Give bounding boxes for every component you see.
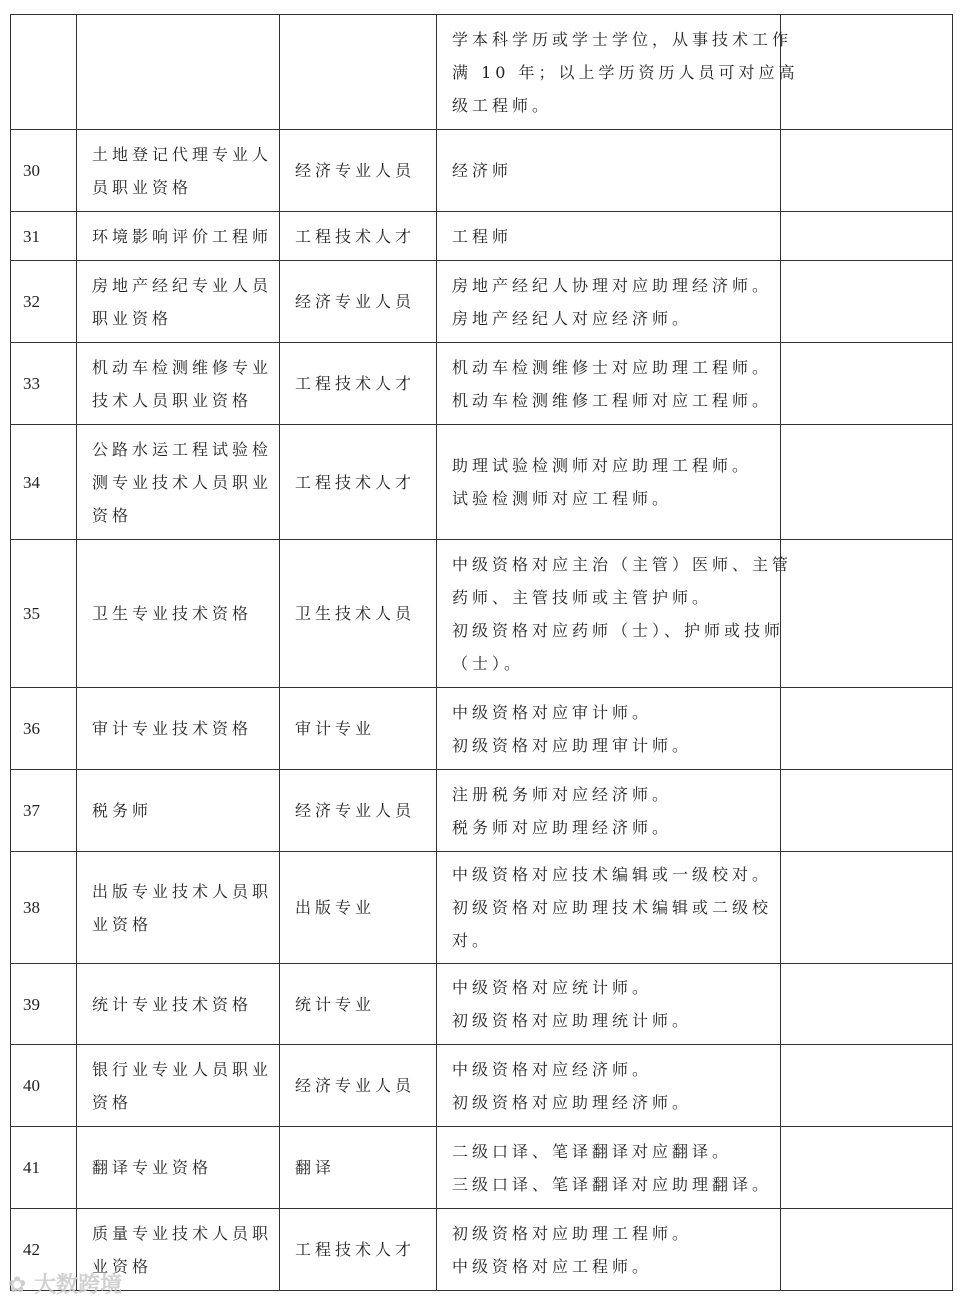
name-line: 资格 <box>92 505 133 525</box>
cell-remarks <box>781 852 953 964</box>
category-line: 经济专业人员 <box>295 292 416 311</box>
name-line: 出版专业技术人员职 <box>92 881 273 901</box>
mapping-line: 初级资格对应助理审计师。 <box>452 735 693 755</box>
row-number: 40 <box>11 1045 77 1127</box>
cell-name <box>77 212 280 261</box>
cell-category <box>280 1045 437 1127</box>
cell-name <box>77 343 280 425</box>
name-line: 环境影响评价工程师 <box>92 226 273 246</box>
cell-mapping <box>437 1045 781 1127</box>
row-number: 39 <box>11 964 77 1045</box>
cell-remarks <box>781 130 953 212</box>
name-line: 土地登记代理专业人 <box>92 144 273 164</box>
name-line: 翻译专业资格 <box>92 1158 213 1177</box>
cell-category <box>280 212 437 261</box>
table-row <box>11 130 953 212</box>
cell-remarks <box>781 15 953 130</box>
mapping-line: 级工程师。 <box>452 95 553 115</box>
row-number <box>11 15 77 130</box>
cell-category <box>280 852 437 964</box>
row-number: 36 <box>11 688 77 770</box>
cell-remarks <box>781 964 953 1045</box>
table-row <box>11 540 953 688</box>
cell-remarks <box>781 1127 953 1209</box>
category-line: 卫生技术人员 <box>295 604 416 623</box>
row-number: 34 <box>11 425 77 540</box>
cell-remarks <box>781 1209 953 1291</box>
category-line: 工程技术人才 <box>295 226 416 246</box>
row-number: 35 <box>11 540 77 688</box>
cell-category <box>280 343 437 425</box>
mapping-line: 税务师对应助理经济师。 <box>452 817 673 837</box>
row-number: 37 <box>11 770 77 852</box>
cell-remarks <box>781 1045 953 1127</box>
cell-category <box>280 1127 437 1209</box>
row-number: 42 <box>11 1209 77 1291</box>
cell-name <box>77 15 280 130</box>
cell-category <box>280 261 437 343</box>
name-line: 公路水运工程试验检 <box>92 439 273 459</box>
cell-remarks <box>781 770 953 852</box>
row-number: 30 <box>11 130 77 212</box>
mapping-line: 中级资格对应经济师。 <box>452 1059 653 1079</box>
mapping-line: 中级资格对应审计师。 <box>452 702 653 722</box>
name-line: 统计专业技术资格 <box>92 994 253 1014</box>
mapping-line: 满 10 年；以上学历资历人员可对应高 <box>452 62 799 82</box>
category-line: 审计专业 <box>295 719 376 738</box>
mapping-line: 初级资格对应助理技术编辑或二级校 <box>452 898 773 917</box>
cell-mapping <box>437 540 793 688</box>
cell-mapping <box>437 1127 781 1209</box>
table-row <box>11 770 953 852</box>
category-line: 工程技术人才 <box>295 374 416 393</box>
watermark-logo: ✿ 大数跨境 <box>8 1273 123 1298</box>
name-line: 职业资格 <box>92 308 173 328</box>
mapping-line: 三级口译、笔译翻译对应助理翻译。 <box>452 1174 773 1194</box>
cell-category <box>280 15 437 130</box>
cell-remarks <box>781 212 953 261</box>
cell-mapping <box>437 770 781 852</box>
cell-name <box>77 261 280 343</box>
name-line: 银行业专业人员职业 <box>92 1059 273 1079</box>
cell-category <box>280 1209 437 1291</box>
category-line: 出版专业 <box>295 898 376 917</box>
cell-mapping <box>437 343 781 425</box>
table-row <box>11 1127 953 1209</box>
cell-name <box>77 1127 280 1209</box>
name-line: 员职业资格 <box>92 177 193 197</box>
category-line: 经济专业人员 <box>295 1076 416 1095</box>
cell-mapping <box>437 15 799 130</box>
name-line: 业资格 <box>92 914 153 934</box>
cell-mapping <box>437 425 781 540</box>
mapping-line: 初级资格对应助理统计师。 <box>452 1011 693 1030</box>
row-number: 33 <box>11 343 77 425</box>
mapping-line: 中级资格对应技术编辑或一级校对。 <box>452 865 773 884</box>
name-line: 业资格 <box>92 1256 153 1276</box>
category-line: 工程技术人才 <box>295 1240 416 1259</box>
mapping-line: 中级资格对应主治（主管）医师、主管 <box>452 554 793 574</box>
name-line: 机动车检测维修专业 <box>92 357 273 377</box>
table-row <box>11 343 953 425</box>
cell-name <box>77 688 280 770</box>
row-number: 31 <box>11 212 77 261</box>
cell-category <box>280 770 437 852</box>
mapping-line: 注册税务师对应经济师。 <box>452 784 673 804</box>
cell-mapping <box>437 130 781 212</box>
row-number: 38 <box>11 852 77 964</box>
category-line: 翻译 <box>295 1158 336 1177</box>
cell-remarks <box>781 425 953 540</box>
table-row <box>11 688 953 770</box>
category-line: 经济专业人员 <box>295 161 416 180</box>
mapping-line: 对。 <box>452 931 493 950</box>
mapping-line: 初级资格对应助理工程师。 <box>452 1223 693 1243</box>
table-row <box>11 261 953 343</box>
category-line: 工程技术人才 <box>295 472 416 492</box>
cell-category <box>280 688 437 770</box>
category-line: 经济专业人员 <box>295 801 416 820</box>
qualification-table <box>10 14 953 1291</box>
name-line: 测专业技术人员职业 <box>92 472 273 492</box>
mapping-line: 初级资格对应助理经济师。 <box>452 1092 693 1112</box>
cell-category <box>280 540 437 688</box>
mapping-line: 经济师 <box>452 161 513 180</box>
mapping-line: 二级口译、笔译翻译对应翻译。 <box>452 1141 733 1161</box>
mapping-line: 工程师 <box>452 226 513 246</box>
cell-name <box>77 852 280 964</box>
name-line: 资格 <box>92 1092 133 1112</box>
cell-category <box>280 964 437 1045</box>
cell-remarks <box>781 688 953 770</box>
mapping-line: 机动车检测维修工程师对应工程师。 <box>452 390 773 410</box>
cell-mapping <box>437 964 781 1045</box>
mapping-line: （士）。 <box>452 653 525 673</box>
table-row <box>11 964 953 1045</box>
mapping-line: 中级资格对应工程师。 <box>452 1256 653 1276</box>
table-row <box>11 425 953 540</box>
cell-name <box>77 130 280 212</box>
mapping-line: 初级资格对应药师（士）、护师或技师 <box>452 620 785 640</box>
name-line: 技术人员职业资格 <box>92 390 253 410</box>
table-row <box>11 852 953 964</box>
name-line: 房地产经纪专业人员 <box>92 275 273 295</box>
category-line: 统计专业 <box>295 994 376 1014</box>
table-row <box>11 212 953 261</box>
cell-name <box>77 770 280 852</box>
cell-mapping <box>437 261 781 343</box>
cell-remarks <box>781 343 953 425</box>
name-line: 卫生专业技术资格 <box>92 604 253 623</box>
name-line: 审计专业技术资格 <box>92 719 253 738</box>
cell-name <box>77 540 280 688</box>
table-row <box>11 15 953 130</box>
mapping-line: 机动车检测维修士对应助理工程师。 <box>452 357 773 377</box>
cell-name <box>77 425 280 540</box>
mapping-line: 房地产经纪人对应经济师。 <box>452 308 693 328</box>
cell-mapping <box>437 1209 781 1291</box>
mapping-line: 学本科学历或学士学位，从事技术工作 <box>452 29 793 49</box>
cell-remarks <box>781 540 953 688</box>
cell-remarks <box>781 261 953 343</box>
cell-mapping <box>437 852 781 964</box>
name-line: 税务师 <box>92 801 153 820</box>
cell-category <box>280 425 437 540</box>
cell-name <box>77 1045 280 1127</box>
row-number: 32 <box>11 261 77 343</box>
cell-mapping <box>437 212 781 261</box>
table-row <box>11 1045 953 1127</box>
mapping-line: 试验检测师对应工程师。 <box>452 489 673 508</box>
mapping-line: 助理试验检测师对应助理工程师。 <box>452 456 753 475</box>
cell-category <box>280 130 437 212</box>
name-line: 质量专业技术人员职 <box>92 1223 273 1243</box>
mapping-line: 房地产经纪人协理对应助理经济师。 <box>452 275 773 295</box>
mapping-line: 药师、主管技师或主管护师。 <box>452 587 713 607</box>
cell-mapping <box>437 688 781 770</box>
cell-name <box>77 964 280 1045</box>
row-number: 41 <box>11 1127 77 1209</box>
table-row <box>11 1209 953 1291</box>
mapping-line: 中级资格对应统计师。 <box>452 978 653 997</box>
